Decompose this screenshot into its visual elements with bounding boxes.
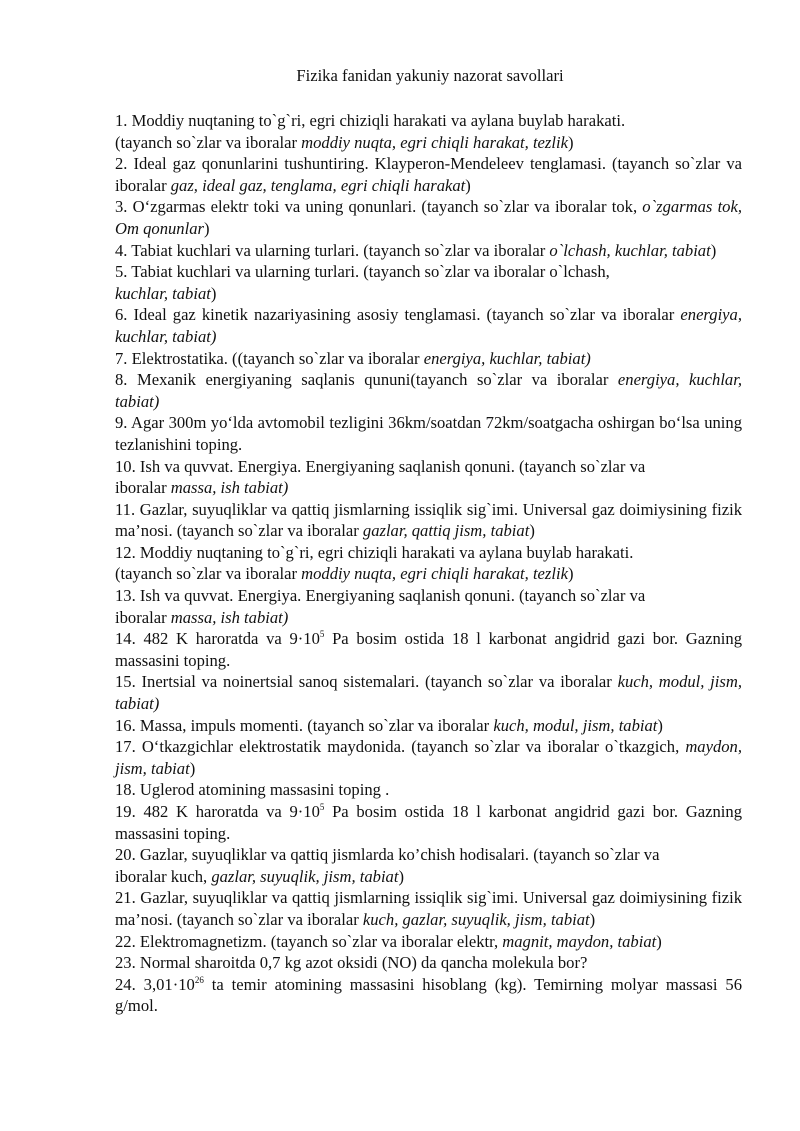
question-keywords: gazlar, suyuqlik, jism, tabiat	[211, 866, 399, 886]
question-keywords: kuch, gazlar, suyuqlik, jism, tabiat	[362, 909, 590, 929]
question-text: 21. Gazlar, suyuqliklar va qattiq jismlarning issiqlik sig`imi. Universal gaz doimiysining fizik ma’nosi. (tayanch so`zlar va iboralar	[115, 888, 742, 929]
question-keywords: gaz, ideal gaz, tenglama, egri chiqli harakat	[170, 175, 466, 195]
question-item	[115, 844, 742, 887]
question-first-line: 10. Ish va quvvat. Energiya. Energiyaning saqlanish qonuni. (tayanch so`zlar va	[115, 456, 646, 476]
question-keywords: magnit, maydon, tabiat	[502, 931, 657, 951]
question-item	[115, 412, 742, 455]
question-item	[115, 952, 742, 974]
question-exponent: 5	[319, 629, 325, 640]
question-keywords: o`lchash, kuchlar, tabiat	[549, 240, 711, 260]
question-exponent: 26	[194, 974, 204, 985]
question-keywords: gazlar, qattiq jism, tabiat	[362, 521, 530, 541]
question-keywords: massa, ish tabiat)	[170, 478, 289, 498]
question-text: 8. Mexanik energiyaning saqlanis qununi(tayanch so`zlar va iboralar	[115, 370, 618, 390]
question-text-cont: ta temir atomining massasini hisoblang (kg). Temirning molyar massasi 56 g/mol.	[115, 974, 742, 1016]
question-item	[115, 240, 742, 262]
question-text-end: )	[710, 240, 717, 260]
question-item	[115, 931, 742, 953]
question-item	[115, 369, 742, 412]
question-keywords: maydon, jism, tabiat	[115, 737, 742, 778]
question-keywords: kuchlar, tabiat	[115, 283, 211, 303]
question-keywords: kuch, modul, jism, tabiat	[493, 715, 658, 735]
question-item	[115, 304, 742, 347]
question-text-end: )	[203, 218, 210, 238]
question-text: 24. 3,01·10	[115, 974, 195, 994]
question-item	[115, 779, 742, 801]
question-item	[115, 348, 742, 370]
question-text-end: )	[589, 909, 596, 929]
question-text: 16. Massa, impuls momenti. (tayanch so`zlar va iboralar	[115, 715, 494, 735]
question-keywords: energiya, kuchlar, tabiat)	[423, 348, 591, 368]
question-keywords: moddiy nuqta, egri chiqli harakat, tezlik	[301, 132, 568, 152]
question-text: iboralar	[115, 478, 171, 498]
question-text: 11. Gazlar, suyuqliklar va qattiq jismlarning issiqlik sig`imi. Universal gaz doimiysining fizik ma’nosi. (tayanch so`zlar va iboralar	[115, 499, 742, 541]
question-item	[115, 715, 742, 737]
question-text: 9. Agar 300m yo‘lda avtomobil tezligini 36km/soatdan 72km/soatgacha oshirgan bo‘lsa uning tezlanishini toping.	[115, 413, 742, 454]
question-item	[115, 499, 742, 542]
question-text: 14. 482 K haroratda va 9·10	[115, 629, 320, 649]
question-first-line: 20. Gazlar, suyuqliklar va qattiq jismlarda ko’chish hodisalari. (tayanch so`zlar va	[115, 845, 660, 865]
question-text: 18. Uglerod atomining massasini toping .	[115, 780, 390, 800]
question-item	[115, 887, 742, 930]
question-text: 2. Ideal gaz qonunlarini tushuntiring. Klayperon-Mendeleev tenglamasi. (tayanch so`zlar va iboralar	[115, 154, 742, 195]
question-text-end: )	[567, 564, 574, 584]
question-text: 4. Tabiat kuchlari va ularning turlari. (tayanch so`zlar va iboralar	[115, 240, 550, 260]
question-first-line: 12. Moddiy nuqtaning to`g`ri, egri chiziqli harakati va aylana buylab harakati.	[115, 542, 634, 562]
question-item	[115, 974, 742, 1017]
question-text: 7. Elektrostatika. ((tayanch so`zlar va iboralar	[115, 348, 424, 368]
question-item	[115, 801, 742, 844]
question-text-end: )	[210, 283, 217, 303]
question-item	[115, 456, 742, 499]
question-item	[115, 261, 742, 304]
question-text: 15. Inertsial va noinertsial sanoq sistemalari. (tayanch so`zlar va iboralar	[115, 672, 618, 692]
question-item	[115, 110, 742, 153]
question-text: 22. Elektromagnetizm. (tayanch so`zlar va iboralar elektr,	[115, 931, 503, 951]
question-first-line: 5. Tabiat kuchlari va ularning turlari. (tayanch so`zlar va iboralar o`lchash,	[115, 262, 610, 282]
question-item	[115, 585, 742, 628]
question-text-cont: Pa bosim ostida 18 l karbonat angidrid gazi bor. Gazning massasini toping.	[115, 629, 742, 670]
question-text: iboralar	[115, 607, 171, 627]
question-keywords: moddiy nuqta, egri chiqli harakat, tezlik	[301, 564, 568, 584]
question-item	[115, 153, 742, 196]
question-item	[115, 671, 742, 714]
question-text: 6. Ideal gaz kinetik nazariyasining asosiy tenglamasi. (tayanch so`zlar va iboralar	[115, 305, 681, 325]
question-text: iboralar kuch,	[115, 866, 212, 886]
question-text: 19. 482 K haroratda va 9·10	[115, 802, 320, 821]
question-text-end: )	[398, 866, 404, 886]
question-keywords: kuch, modul, jism, tabiat)	[115, 672, 742, 714]
question-keywords: energiya, kuchlar, tabiat)	[115, 305, 742, 346]
question-keywords: energiya, kuchlar, tabiat)	[115, 370, 742, 411]
question-text: 23. Normal sharoitda 0,7 kg azot oksidi (NO) da qancha molekula bor?	[115, 953, 588, 973]
question-text: (tayanch so`zlar va iboralar	[115, 564, 302, 584]
question-text: 3. O‘zgarmas elektr toki va uning qonunlari. (tayanch so`zlar va iboralar tok,	[115, 197, 643, 217]
question-item	[115, 628, 742, 671]
question-first-line: 13. Ish va quvvat. Energiya. Energiyaning saqlanish qonuni. (tayanch so`zlar va	[115, 586, 646, 606]
questions-list	[115, 110, 742, 1017]
question-item	[115, 542, 742, 585]
question-text: 17. O‘tkazgichlar elektrostatik maydonida. (tayanch so`zlar va iboralar o`tkazgich,	[115, 737, 686, 757]
question-item	[115, 196, 742, 239]
question-text: (tayanch so`zlar va iboralar	[115, 132, 302, 152]
question-text-cont: Pa bosim ostida 18 l karbonat angidrid gazi bor. Gazning massasini toping.	[115, 802, 742, 843]
question-exponent: 5	[319, 802, 325, 812]
question-item	[115, 736, 742, 779]
question-text-end: )	[189, 758, 196, 778]
question-text-end: )	[567, 132, 574, 152]
question-text-end: )	[465, 175, 471, 195]
question-text-end: )	[529, 521, 535, 541]
question-text-end: )	[656, 931, 662, 951]
question-text-end: )	[657, 715, 663, 735]
question-keywords: o`zgarmas tok, Om qonunlar	[115, 197, 742, 238]
question-keywords: massa, ish tabiat)	[170, 607, 289, 627]
question-first-line: 1. Moddiy nuqtaning to`g`ri, egri chiziqli harakati va aylana buylab harakati.	[115, 111, 626, 130]
document-title: Fizika fanidan yakuniy nazorat savollari	[296, 66, 564, 85]
